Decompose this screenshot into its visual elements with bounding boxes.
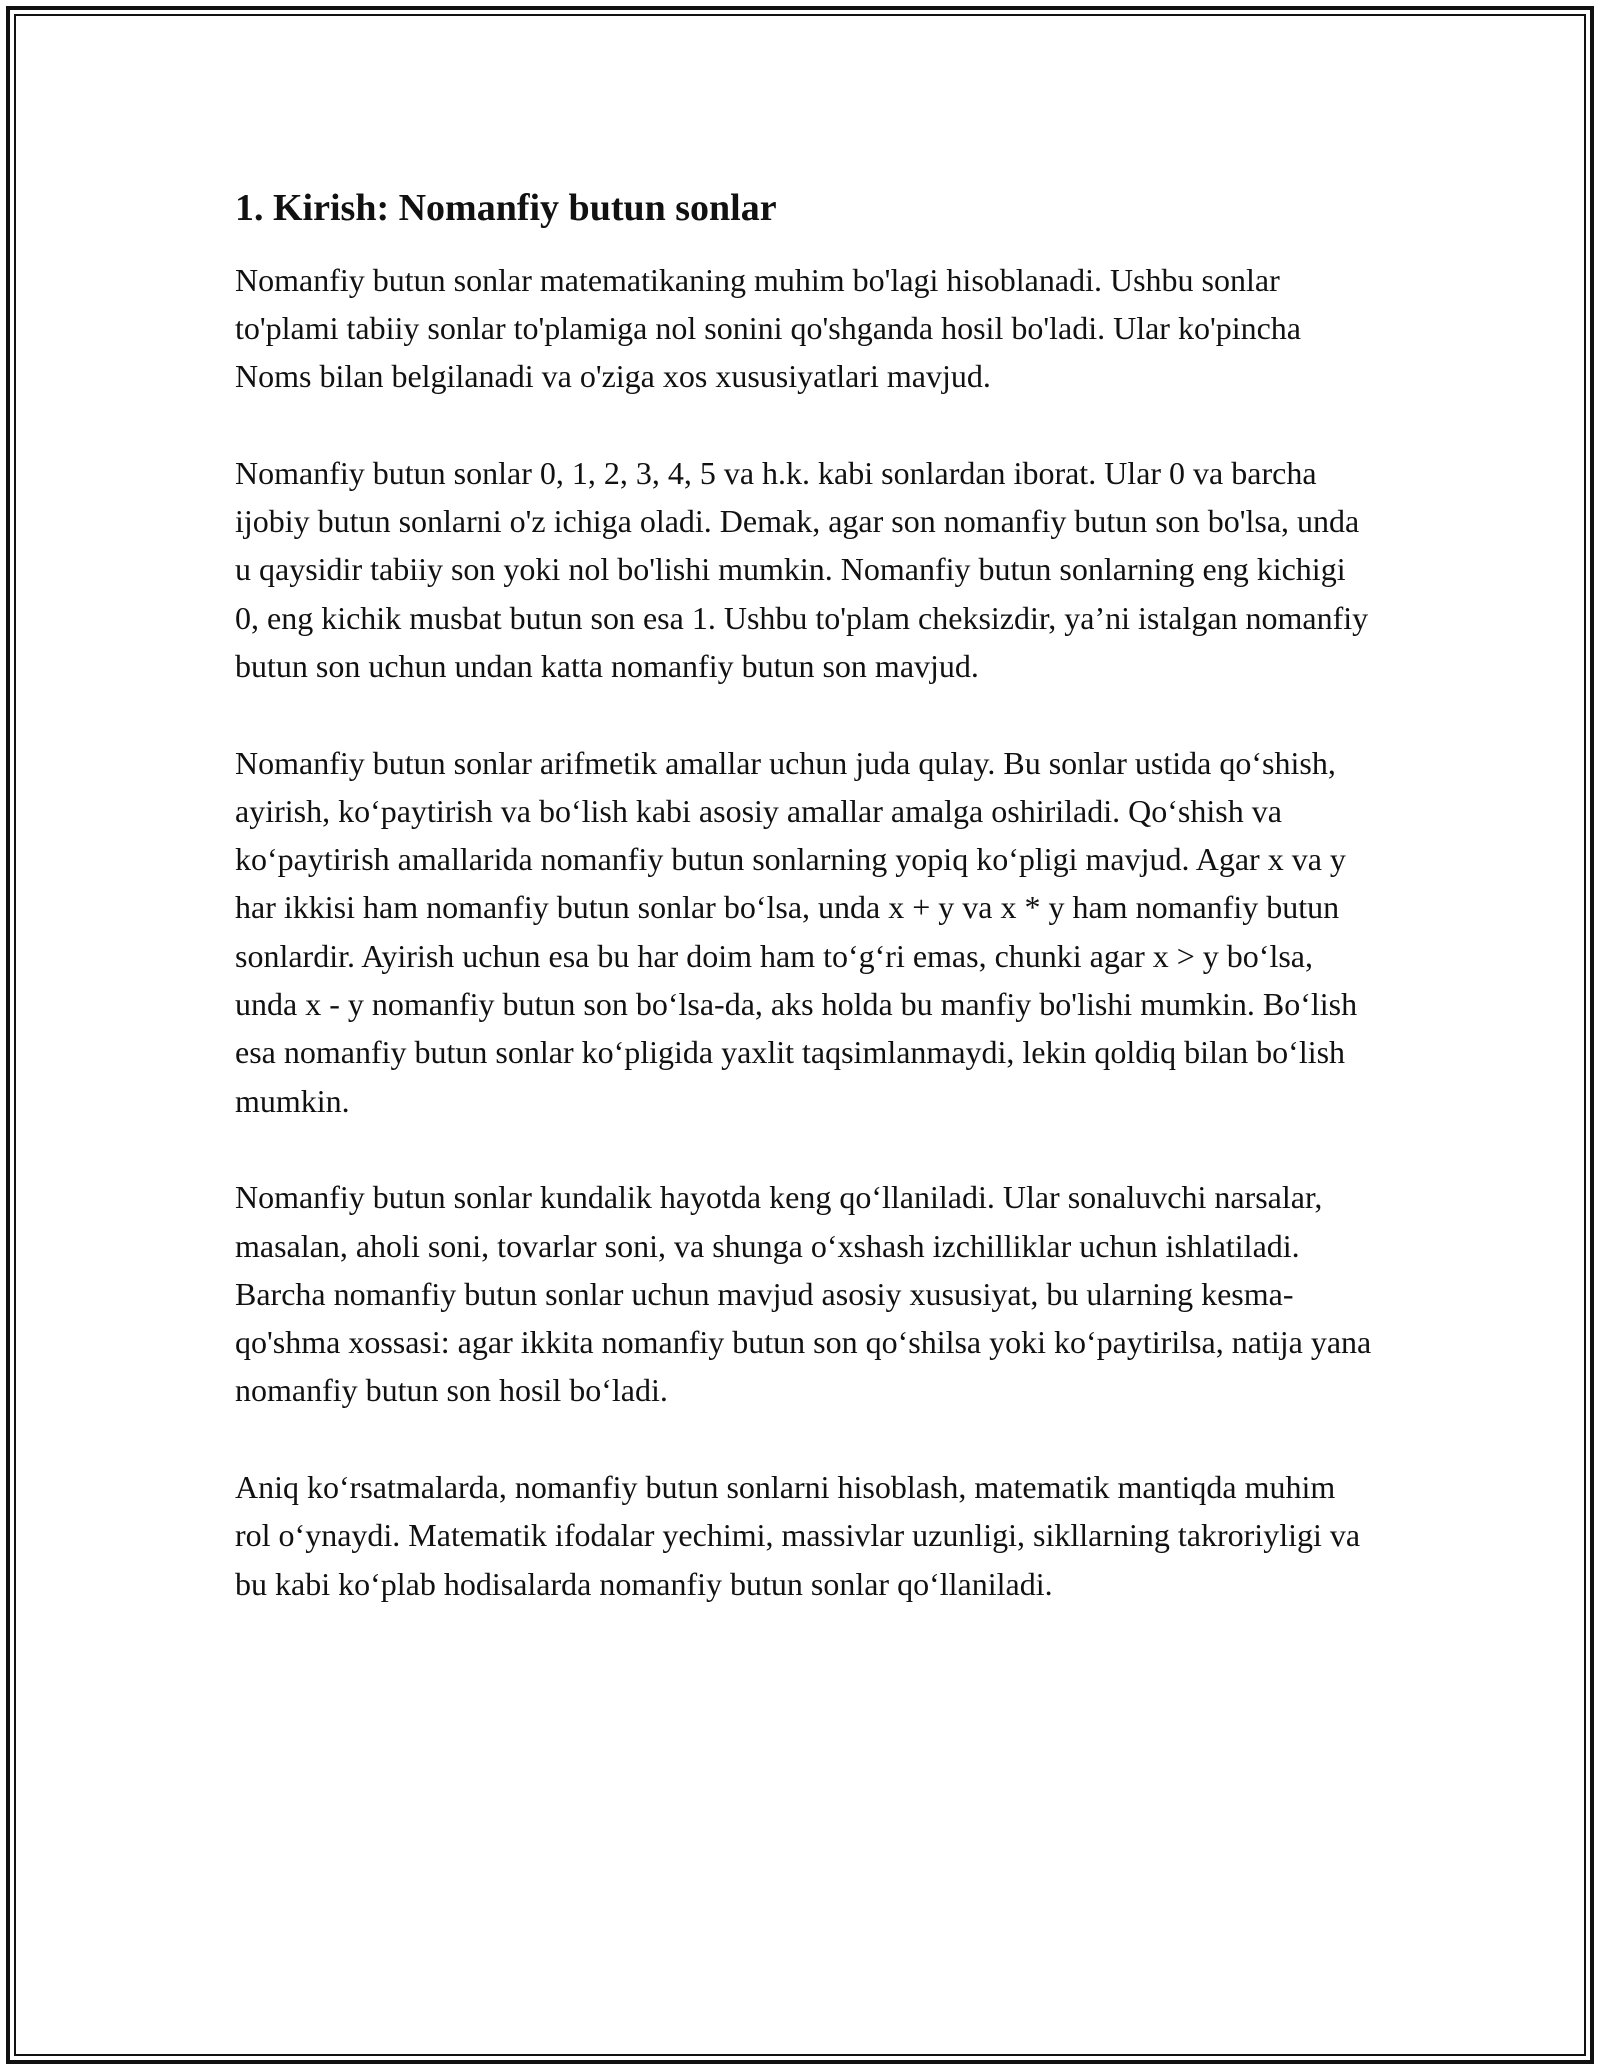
section-heading: 1. Kirish: Nomanfiy butun sonlar — [235, 187, 777, 229]
paragraph-arithmetic: Nomanfiy butun sonlar arifmetik amallar uchun juda qulay. Bu sonlar ustida qo‘shish, ayirish, ko‘paytirish va bo‘lish kabi asosiy amallar amalga oshiriladi. Qo‘shish va ko‘paytirish amallarida nomanfiy butun sonlarning yopiq ko‘pligi mavjud. Agar x va y har ikkisi ham nomanfiy butun sonlar bo‘lsa, unda x + y va x * y ham nomanfiy butun sonlardir. Ayirish uchun esa bu har doim ham to‘g‘ri emas, chunki agar x > y bo‘lsa, unda x - y nomanfiy butun son bo‘lsa-da, aks holda bu manfiy bo'lishi mumkin. Bo‘lish esa nomanfiy butun sonlar ko‘pligida yaxlit taqsimlanmaydi, lekin qoldiq bilan bo‘lish mumkin. — [235, 744, 1358, 1119]
paragraph-applications: Aniq ko‘rsatmalarda, nomanfiy butun sonlarni hisoblash, matematik mantiqda muhim rol o‘ynaydi. Matematik ifodalar yechimi, massivlar uzunligi, sikllarning takroriyligi va bu kabi ko‘plab hodisalarda nomanfiy butun sonlar qo‘llaniladi. — [235, 1469, 1361, 1602]
document-body — [235, 186, 1375, 1656]
paragraph-everyday-use: Nomanfiy butun sonlar kundalik hayotda keng qo‘llaniladi. Ular sonaluvchi narsalar, masalan, aholi soni, tovarlar soni, va shunga o‘xshash izchilliklar uchun ishlatiladi. Barcha nomanfiy butun sonlar uchun mavjud asosiy xususiyat, bu ularning kesma-qo'shma xossasi: agar ikkita nomanfiy butun son qo‘shilsa yoki ko‘paytirilsa, natija yana nomanfiy butun son hosil bo‘ladi. — [235, 1179, 1372, 1409]
paragraph-intro: Nomanfiy butun sonlar matematikaning muhim bo'lagi hisoblanadi. Ushbu sonlar to'plami tabiiy sonlar to'plamiga nol sonini qo'shganda hosil bo'ladi. Ular ko'pincha Noms bilan belgilanadi va o'ziga xos xususiyatlari mavjud. — [235, 261, 1301, 395]
paragraph-definition: Nomanfiy butun sonlar 0, 1, 2, 3, 4, 5 va h.k. kabi sonlardan iborat. Ular 0 va barcha ijobiy butun sonlarni o'z ichiga oladi. Demak, agar son nomanfiy butun son bo'lsa, unda u qaysidir tabiiy son yoki nol bo'lishi mumkin. Nomanfiy butun sonlarning eng kichigi 0, eng kichik musbat butun son esa 1. Ushbu to'plam cheksizdir, ya’ni istalgan nomanfiy butun son uchun undan katta nomanfiy butun son mavjud. — [235, 454, 1369, 684]
